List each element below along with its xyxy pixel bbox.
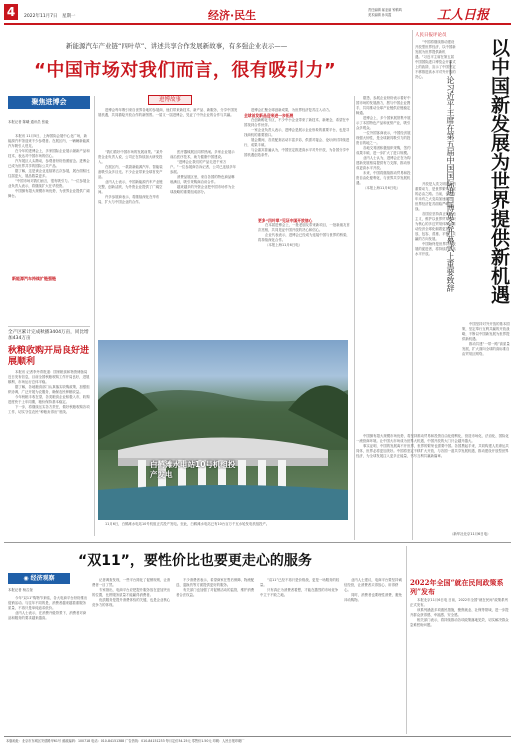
article3-col1: “中国将继续推动建设开放型世界经济，以中国新发展为世界提供新机遇。”习近平主席在第五届中国国际进口博览会开幕式上的致辞，宣示了中国坚定不移推进高水平对外开放的决心。 <box>415 40 456 79</box>
footer-line: 本版地址：北京市东城区安德路甲61号 邮政编码：100718 电话：010-84151388 广告热线：010-84151233 每月定价34.25元 零售价1.50元 印刷：人民日报印刷厂 <box>6 739 245 743</box>
article4-col2: 记者调查发现，一些平台简化了促销规则，让消费者一目了然。 专家指出，电商平台应把提升服务放在更加突出的位置，比拼服务质量才能赢得消费者。 优质服务是提升消费体验的关键，也是企业核心竞争力的体现。 <box>92 578 171 607</box>
divider-v-4 <box>406 546 407 734</box>
article2-body: 本报讯 记者李丹青报道：国家粮食和物资储备局近日发布信息，目前全国秋粮收购工作开局良好，进展顺利，市场运行总体平稳。 据了解，各地粮食部门认真落实收购政策，加强组织协调，广泛开展为农服务，确保农民种粮收益。 今年秋粮丰收在望，各类粮食企业积极入市，收购进度快于上年同期，粮价保持基本稳定。 下一步，将继续压实各方责任，做好秋粮收购各项工作，切实守住农民“种粮卖得出”底线。 <box>8 370 90 414</box>
masthead-rule <box>4 23 511 25</box>
page-number-box <box>4 4 18 20</box>
article3-col3: 中国坚持对外开放的基本国策，坚定奉行互利共赢的开放战略，不断以中国新发展为世界提供新机遇。 推动共建“一带一路”高质量发展，扩大面向全球的高标准自由贸易区网络。 <box>462 322 510 356</box>
article3-col4: 中国拥有超大规模市场优势，将坚持推动贸易和投资自由化便利化，营造市场化、法治化、国际化一流营商环境。让中国大市场成为世界大机遇，中国开放的大门只会越开越大。 事实证明，中国的发展离不开世界，世界的繁荣也需要中国。各国携起手来，共同构建人类命运共同体，世界必将更加美好。中国将坚定不移扩大开放，与各国一道共享发展机遇，推动建设开放型世界经济，为全球发展注入更多正能量，书写互利共赢新篇章。 <box>356 434 509 458</box>
section-box-observe-icon: ◉ <box>23 575 31 582</box>
issue-date: 2022年11月7日 <box>24 14 58 19</box>
dam-photo <box>98 340 348 520</box>
article2-subhead: 秋粮收购开局良好进展顺利 <box>8 346 90 367</box>
footer-rule <box>4 736 511 737</box>
article3-headline <box>462 38 510 318</box>
section-box-focus <box>8 96 90 109</box>
article5-body: 本报北京11月6日电 日前，2022年全国“就在民间”政策系列正式发布。 该系列涵盖多项惠民措施，聚焦就业、社保等领域，进一步提升群众获得感、幸福感、安全感。 相关部门表示，将持续推动各项政策落地见效，切实解决群众急难愁盼问题。 <box>410 598 509 627</box>
issue-weekday: 星期一 <box>62 14 76 19</box>
article4-byline: 本报记者 杨召奎 <box>8 588 33 592</box>
article3-subheadline-text: ——论习近平主席在第五届中国国际进口博览会开幕式上重要致辞 <box>446 60 455 292</box>
editor-line: 责任编辑 郝亚丽 钟鹤鸣 <box>368 8 402 12</box>
divider-left-1 <box>8 326 90 327</box>
masthead-logo: 工人日报 <box>437 8 490 23</box>
article4-col1: 今年“双11”购物节来临，各大电商平台纷纷推出促销活动。与往年不同的是，消费者越来越看重服务质量，不再只是单纯追求低价。 业内人士表示，在消费升级背景下，消费者对商品和服务的要求越来越高。 <box>8 596 88 620</box>
article1-kicker: 新能源汽车产业链“四叶草”、讲述共享合作发展新故事，有多强企业表示—— <box>66 42 288 50</box>
article1-col3: “我们看好中国市场的发展前景。”某外资企业负责人说，公司正在持续加大研发投入。 在展区内，一款款新能源汽车、智能装备吸引众多目光。不少企业带来全球首发产品。 业内人士表示，中国新能源汽车产业链完整，创新活跃，为外资企业提供了广阔空间。 许多参展商表示，将继续深化在华布局，扩大与中国企业的合作。 <box>98 150 163 204</box>
article5-headline: 2022年全国“就在民间政策系列”发布 <box>410 578 504 596</box>
article1-col5: 进博会汇聚全球创新成果，为世界经济复苏注入动力。 全球首发新品迎来进一步拓展 在创新孵化专区，不少中小企业带来了新技术、新理念，希望在中国找到合作伙伴。 一家企业负责人表示，进博会是展示企业形象的重要平台，也是寻找商机的重要窗口。 展会期间，各类配套活动丰富多彩，供需对接会、论坛研讨持续进行，成果丰硕。 与会嘉宾普遍认为，中国坚定推进高水平对外开放，为各国分享中国机遇创造条件。 <box>244 108 350 157</box>
article1-headline: “中国市场对我们而言，很有吸引力” <box>34 60 337 81</box>
article4-col5: 业内人士建议，电商平台要坚持诚信经营，让消费者买得放心、用得舒心。 同时，消费者也要理性消费，避免冲动购物。 <box>344 578 402 602</box>
photo-caption-text: 11月6日，白鹤滩水电站10号机组正式投产发电。至此，白鹤滩水电站已有10台百万千瓦水轮发电机组投产。 <box>105 522 270 526</box>
divider-bottom <box>4 542 511 543</box>
article4-headline: “双11”，要性价比也要更走心的服务 <box>78 553 312 569</box>
article1-col1: 本报讯 11月5日，上海国际会展中心北广场，新能源汽车馆迎来不少参观者。在展区内，一辆辆新能源汽车吸引人驻足。 在今年的进博会上，多家国际企业展示最新产品和技术，表达对中国市场的信心。 汽车展区人头攒动，参观者纷纷拍照留念。进博会已成为世界共享的国际公共产品。 据了解，这是该企业连续第五次参展，展台面积比往届更大，展品数量更多。 “中国市场对我们而言，很有吸引力。”一位参展企业负责人表示，将继续扩大在华投资。 中国拥有超大规模市场优势，为世界企业提供广阔舞台。 <box>8 134 90 198</box>
divider-v-2 <box>354 96 355 540</box>
article3-headline-text: 以中国新发展为世界提供新机遇 <box>488 38 510 304</box>
article1-inner-subhead: 新能源汽车持续扩链强链 <box>12 276 56 281</box>
section-box-focus-label: 聚焦进博会 <box>31 98 67 106</box>
article2-headline: 全产区累计完成秋播3404万亩，同比增加434万亩 <box>8 330 89 341</box>
article1-byline: 本报记者 陈曦 通讯员 张毅 <box>8 120 49 124</box>
article1-subhead-label: 进博故事 <box>158 97 181 103</box>
article1-col4: 医疗器械展区同样热闹。多家企业展示前沿医疗技术，助力健康中国建设。 “进博会让我们的产品走进千家万户。”一位参展商告诉记者，公司已连续多年参展。 消费品展区里，来自各国的特色商品琳琅满目，吸引采购商洽谈合作。 越来越多的外资企业把中国市场作为全球战略的重要组成部分。 <box>170 150 237 194</box>
section-box-observe-label: 经济观察 <box>30 575 55 582</box>
article1-col7: 据悉，参展企业纷纷表示看好中国市场的发展潜力，愿与中国企业携手，共同推动全球产业链供应链稳定畅通。 进博会上，多个国家展馆集中展示了本国特色产品和优势产业，吸引众多观众。 一位外国客商表示，中国经济展现强大韧性，是全球最具吸引力的投资目的地之一。 各地交易团积极组织采购，签约成果丰硕，进一步扩大了进口规模。 业内人士认为，进博会正在为构建新发展格局提供有力支撑，推动形成更高水平开放。 未来，中国将继续推动贸易和投资自由化便利化，与世界共享发展机遇。 （本报上海11月6日电） <box>356 96 411 190</box>
article4-col4: “双11”已经不再只是价格战，更是一场服务的较量。 只有真正为消费者着想，才能在激烈的市场竞争中立于不败之地。 <box>260 578 340 597</box>
section-name: 经济·民生 <box>208 9 257 22</box>
article1-col6: 更多“四叶草”见证中国开放信心 在本届进博会上，一批老朋友带来新项目，一批新朋友首次亮相，共同见证中国开放的决心和信心。 企业代表表示，进博会已经成为连接中国与世界的桥梁，将持续深化合作。 （本报上海11月6日电） <box>258 218 350 247</box>
article3-tag: 人民日报评论员 <box>415 33 447 38</box>
editor-line-2: 美术编辑 孙凤霞 <box>368 13 392 17</box>
article1-col2: 进博会每年吸引来自世界各地的参展商，他们带来新技术、新产品、新服务，分享中国发展机遇，共同描绘开放合作的新图景。一届又一届进博会，见证了中外企业的合作与共赢。 <box>98 108 238 117</box>
article4-col3: 不少消费者表示，希望商家在售后保障、物流配送、退换货等方面提供更好的服务。 有关部门也加强了对促销活动的监管，维护消费者合法权益。 <box>176 578 255 597</box>
dam-photo-illustration <box>98 340 348 520</box>
section-box-observe <box>8 573 70 584</box>
photo-caption: 白鹤滩水电站10号机组投产发电 <box>150 460 236 479</box>
masthead <box>0 0 515 24</box>
article1-subhead-box <box>148 95 192 105</box>
page-number: 4 <box>6 5 16 19</box>
divider-v-1 <box>94 96 95 536</box>
article3-end-note: （新华社北京11月6日电） <box>450 532 491 536</box>
article3-col2: 开放是人类文明进步的重要动力，是世界繁荣发展的必由之路。当前，世界百年未有之大变局加速演进，世界经济复苏面临严峻挑战。 各国应坚持真正的多边主义，维护以世界贸易组织为核心的多边贸易体制，推动经济全球化朝着更加开放、包容、普惠、平衡、共赢的方向发展。 中国始终是世界共同发展的促进者，将持续扩大高水平开放。 <box>415 182 456 256</box>
